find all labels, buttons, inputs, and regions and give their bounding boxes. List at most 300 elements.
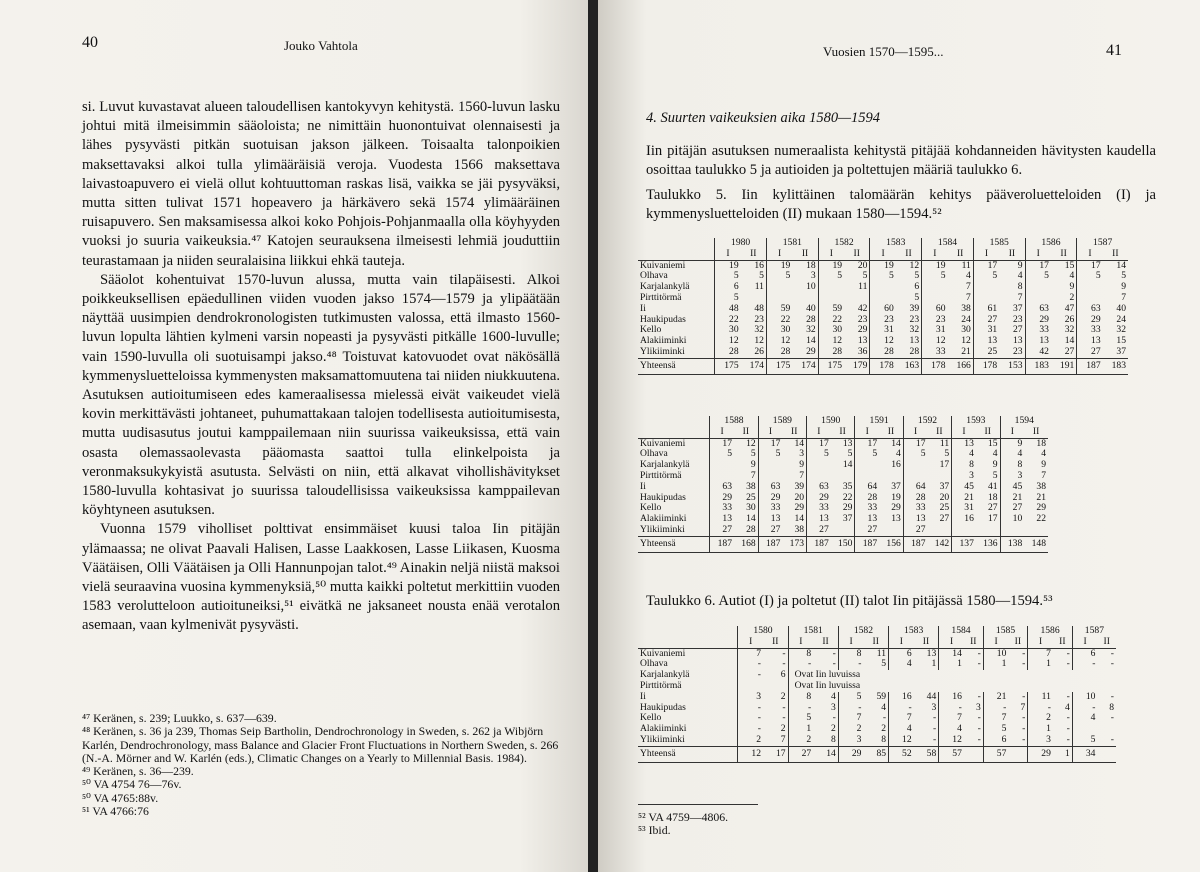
table-cell: 5: [847, 448, 853, 460]
table-cell: 39: [909, 302, 920, 314]
table-cell: 7: [1017, 291, 1023, 303]
total-cell: 174: [741, 358, 767, 374]
table-cell: [758, 460, 782, 471]
table-cell: 17: [903, 438, 927, 449]
table-cell: 29: [806, 345, 816, 357]
village-label: Ylikiiminki: [640, 733, 685, 745]
table-cell: 8: [1109, 701, 1114, 713]
footnote-rule: [638, 804, 758, 805]
table-cell: [831, 525, 855, 536]
table-cell: 2: [881, 723, 887, 735]
table-cell: 48: [754, 302, 764, 314]
table-cell: 5: [758, 449, 782, 460]
column-header-row: [638, 637, 1116, 648]
total-cell: 150: [831, 536, 855, 552]
village-label: Ylikiiminki: [640, 345, 685, 357]
table-cell: 6: [715, 282, 741, 293]
table-cell: 17: [807, 438, 831, 449]
table-cell: 13: [758, 514, 782, 525]
table-cell: -: [1110, 712, 1114, 724]
table-cell: 33: [710, 503, 734, 514]
table-cell: 4: [889, 659, 914, 670]
table-row: [638, 735, 1116, 746]
table-row: [638, 325, 1128, 336]
table-cell: 17: [758, 438, 782, 449]
table-cell: -: [782, 658, 786, 670]
table-cell: 5: [973, 271, 999, 282]
table-cell: 37: [842, 513, 853, 525]
table-cell: 48: [715, 304, 741, 315]
column-header-row: [638, 427, 1048, 438]
running-head: Vuosien 1570—1595...: [823, 44, 944, 59]
table-cell: -: [1022, 733, 1026, 745]
total-cell: 174: [792, 358, 818, 374]
total-cell: 57: [983, 746, 1008, 762]
table-cell: 29: [794, 502, 805, 514]
table-cell: -: [1072, 659, 1097, 670]
right-page: [598, 0, 1200, 872]
table-cell: 13: [842, 437, 853, 449]
village-label: Kuivaniemi: [640, 437, 686, 449]
table-cell: 37: [891, 480, 901, 492]
table-cell: [818, 282, 844, 293]
table-cell: 12: [715, 336, 741, 347]
table-cell: 1: [1028, 724, 1053, 735]
table-cell: 19: [891, 491, 901, 503]
table-cell: 2: [788, 735, 813, 746]
column-header: I: [1028, 637, 1053, 648]
year-header: 1580: [738, 626, 788, 637]
table-cell: 7: [889, 713, 914, 724]
village-label: Ii: [640, 480, 646, 492]
table-cell: 5: [710, 449, 734, 460]
corner-cell: [638, 637, 738, 648]
table-cell: 45: [1000, 482, 1024, 493]
table-cell: 31: [952, 503, 976, 514]
table-cell: 12: [909, 259, 920, 271]
table-cell: 20: [857, 259, 868, 271]
table-cell: 13: [891, 513, 901, 525]
table-cell: 30: [818, 325, 844, 336]
column-header: I: [710, 427, 734, 438]
year-header: 1582: [838, 626, 888, 637]
total-cell: 178: [922, 358, 948, 374]
table-cell: 5: [922, 271, 948, 282]
table-cell: 12: [939, 735, 964, 746]
table-row: [638, 648, 1116, 659]
village-label: Kello: [640, 502, 662, 514]
table-row: [638, 293, 1128, 304]
total-row: [638, 536, 1048, 552]
table-row: [638, 703, 1116, 714]
table-row: [638, 482, 1048, 493]
total-cell: 27: [788, 746, 813, 762]
table-cell: 21: [961, 345, 971, 357]
total-cell: 183: [1103, 358, 1128, 374]
table-cell: 5: [992, 469, 998, 481]
table-cell: 9: [1000, 438, 1024, 449]
column-header: II: [844, 249, 870, 260]
table-cell: 27: [758, 525, 782, 536]
column-header: I: [715, 249, 741, 260]
table-cell: -: [782, 712, 786, 724]
table-cell: 8: [881, 733, 887, 745]
table-row: [638, 724, 1116, 735]
column-header: II: [1103, 249, 1128, 260]
total-cell: 156: [879, 536, 903, 552]
table-cell: 6: [780, 669, 786, 681]
table-cell: 9: [992, 459, 998, 471]
table-cell: 5: [914, 270, 920, 282]
village-label: Karjalankylä: [640, 459, 690, 471]
table-cell: 24: [961, 313, 971, 325]
total-cell: 168: [734, 536, 758, 552]
table-cell: 9: [1069, 281, 1075, 293]
table5-part2: [638, 416, 1048, 553]
total-row: [638, 358, 1128, 374]
table-cell: 26: [1064, 313, 1075, 325]
table-cell: 29: [710, 493, 734, 504]
column-header: II: [999, 249, 1025, 260]
village-label: Ylikiiminki: [640, 523, 685, 535]
table-cell: 27: [973, 315, 999, 326]
village-label: Alakiiminki: [640, 513, 687, 525]
table-cell: 38: [794, 523, 805, 535]
table-cell: 28: [818, 347, 844, 358]
table-cell: 12: [870, 336, 896, 347]
table-cell: 16: [952, 514, 976, 525]
table-cell: 32: [806, 324, 816, 336]
table-cell: -: [1066, 712, 1070, 724]
table-cell: 23: [754, 313, 764, 325]
paragraph: si. Luvut kuvastavat alueen taloudellisen kantokyvyn kehitystä. 1560-luvun lasku johtui mitä ilmeisimmin sääoloista; ne nimittäin huonontuivat olennaisesti ja lähes pysyvästi pitkän suotuisan jakson jälkeen. Toisaalta talonpoikien maksettavaksi alkoi tulla ylimääräisiä veroja. Vuodesta 1566 maksettava laivastoapuvero ei vielä ollut kohtuuttoman raskas lisä, vaikka se jäi pysyväksi, mutta sitten tulivat 1571 hopeavero ja härkävero sekä 1574 ylimääräinen ruisapuvero. Sen maksamisessa alkoi koko Pohjois-Pohjanmaalla olla köyhyyden vuoksi jo suuria vaikeuksia.⁴⁷ Katojen seurauksena ilmeisesti lehmiä jouduttiin teurastamaan ja niiden seuralaisina liikkui ehkä tauteja.: [82, 99, 560, 269]
year-header: 1583: [889, 626, 939, 637]
table-row: [638, 670, 1116, 681]
table-cell: 5: [914, 291, 920, 303]
table-cell: 33: [903, 503, 927, 514]
corner-cell: [638, 249, 715, 260]
table-cell: -: [1110, 733, 1114, 745]
table-cell: -: [1110, 690, 1114, 702]
table-cell: 7: [1020, 701, 1026, 713]
table-cell: 33: [807, 503, 831, 514]
column-header: II: [1051, 249, 1077, 260]
running-head: Jouko Vahtola: [284, 38, 358, 53]
table-cell: 1: [1028, 659, 1053, 670]
table-cell: 11: [858, 281, 868, 293]
table-cell: 60: [870, 304, 896, 315]
table-cell: 27: [987, 502, 998, 514]
table-cell: 7: [838, 713, 863, 724]
table-cell: 26: [754, 345, 764, 357]
table-cell: 5: [862, 270, 868, 282]
table-cell: 3: [975, 701, 981, 713]
year-header: 1593: [952, 416, 1000, 427]
table-cell: 42: [1025, 347, 1051, 358]
table-cell: 22: [1036, 513, 1046, 525]
table-cell: 1: [939, 659, 964, 670]
table-cell: -: [977, 658, 981, 670]
table-cell: 63: [1025, 304, 1051, 315]
table-cell: 25: [746, 491, 756, 503]
table-cell: -: [933, 712, 937, 724]
table-cell: 5: [807, 449, 831, 460]
table-cell: 4: [1065, 701, 1070, 713]
village-label: Pirttitörmä: [640, 291, 682, 303]
table-cell: 13: [1025, 336, 1051, 347]
table-cell: 3: [810, 270, 816, 282]
village-label: Ii: [640, 690, 646, 702]
table-cell: 5: [838, 692, 863, 703]
column-header: II: [831, 427, 855, 438]
table-cell: -: [738, 659, 763, 670]
total-cell: [964, 746, 983, 762]
table-cell: 5: [759, 270, 764, 282]
year-header: 1581: [766, 238, 818, 249]
total-cell: 142: [927, 536, 951, 552]
village-label: Alakiiminki: [640, 723, 687, 735]
total-cell: 29: [838, 746, 863, 762]
table-cell: 4: [1072, 713, 1097, 724]
total-cell: 14: [813, 746, 838, 762]
column-header: I: [1077, 249, 1103, 260]
table-cell: -: [1028, 703, 1053, 714]
table-cell: 3: [1000, 471, 1024, 482]
table-cell: 19: [922, 260, 948, 271]
table-cell: 23: [1012, 345, 1023, 357]
table-cell: 5: [1072, 735, 1097, 746]
corner-cell: [638, 416, 710, 427]
column-header: II: [927, 427, 951, 438]
column-header-row: [638, 249, 1128, 260]
table-cell: 17: [1025, 260, 1051, 271]
table-row: [638, 659, 1116, 670]
table-cell: -: [832, 647, 836, 659]
table-cell: 5: [750, 448, 756, 460]
table-cell: 14: [842, 459, 853, 471]
table-cell: 27: [855, 525, 879, 536]
table-cell: 3: [799, 448, 805, 460]
table6-caption: [646, 592, 1166, 611]
table-cell: 28: [746, 523, 756, 535]
table-row: [638, 271, 1128, 282]
table-cell: 29: [807, 493, 831, 504]
table-cell: 29: [1077, 315, 1103, 326]
village-label: Haukipudas: [640, 313, 686, 325]
table-cell: 24: [1116, 313, 1126, 325]
table-cell: 5: [1121, 270, 1126, 282]
table-cell: 64: [903, 482, 927, 493]
section-title: 4. Suurten vaikeuksien aika 1580—1594: [646, 110, 880, 126]
footnotes: [82, 712, 560, 818]
table-row: [638, 713, 1116, 724]
table-cell: 14: [891, 437, 901, 449]
table-cell: 31: [973, 325, 999, 336]
table-cell: 23: [909, 313, 920, 325]
column-header: II: [741, 249, 767, 260]
table-cell: 11: [1028, 692, 1053, 703]
table-cell: 29: [1025, 315, 1051, 326]
footnotes: [638, 804, 758, 838]
page-number: 40: [82, 34, 98, 51]
table-cell: [1000, 525, 1024, 536]
village-label: Olhava: [640, 658, 668, 670]
table-cell: 27: [807, 525, 831, 536]
table-cell: 14: [746, 513, 756, 525]
year-header: 1587: [1072, 626, 1116, 637]
table-cell: 4: [1000, 449, 1024, 460]
table-row: [638, 438, 1048, 449]
table-cell: 29: [842, 502, 853, 514]
total-cell: 175: [818, 358, 844, 374]
table-cell: 23: [857, 313, 868, 325]
table-cell: 14: [1064, 335, 1075, 347]
table-cell: 4: [966, 270, 971, 282]
table-cell: 27: [1012, 324, 1023, 336]
table-cell: 28: [903, 493, 927, 504]
table-cell: -: [977, 712, 981, 724]
table-cell: 30: [766, 325, 792, 336]
table-cell: 11: [961, 259, 971, 271]
table-cell: 7: [939, 713, 964, 724]
footnote: ⁴⁷ Keränen, s. 239; Luukko, s. 637—639.: [82, 711, 277, 725]
total-cell: 17: [763, 746, 788, 762]
column-header: I: [870, 249, 896, 260]
column-header: I: [758, 427, 782, 438]
village-label: Kuivaniemi: [640, 647, 686, 659]
table-cell: 28: [766, 347, 792, 358]
table-cell: 21: [952, 493, 976, 504]
table-cell: 10: [1072, 692, 1097, 703]
table-cell: 47: [1064, 302, 1075, 314]
total-cell: 187: [758, 536, 782, 552]
table-cell: -: [983, 703, 1008, 714]
table-cell: 13: [710, 514, 734, 525]
footnote: ⁴⁹ Keränen, s. 36—239.: [82, 764, 194, 779]
table-cell: 10: [806, 281, 816, 293]
footnote: ⁵³ Ibid.: [638, 823, 671, 838]
table-cell: 32: [909, 324, 920, 336]
total-cell: 57: [939, 746, 964, 762]
year-header: 1581: [788, 626, 838, 637]
column-header: I: [952, 427, 976, 438]
table-cell: 7: [1028, 648, 1053, 659]
total-label: Yhteensä: [638, 536, 710, 552]
column-header: I: [922, 249, 948, 260]
table-cell: 17: [855, 438, 879, 449]
total-cell: 58: [914, 746, 939, 762]
table-cell: 5: [766, 271, 792, 282]
table-cell: 3: [931, 701, 937, 713]
table-cell: 45: [952, 482, 976, 493]
table-cell: [855, 460, 879, 471]
table-cell: 4: [952, 449, 976, 460]
column-header: I: [855, 427, 879, 438]
table-cell: 7: [780, 733, 786, 745]
table-cell: 21: [983, 692, 1008, 703]
table-cell: 17: [987, 513, 998, 525]
table-row: [638, 282, 1128, 293]
table-cell: 25: [973, 347, 999, 358]
table-cell: 19: [766, 260, 792, 271]
column-header: I: [889, 637, 914, 648]
table-cell: 14: [806, 335, 816, 347]
table-cell: 16: [891, 459, 901, 471]
year-header: 1586: [1028, 626, 1073, 637]
table-cell: 22: [842, 491, 853, 503]
table-cell: [870, 282, 896, 293]
table-cell: 21: [1036, 491, 1046, 503]
year-header: 1583: [870, 238, 922, 249]
left-page: [0, 0, 590, 872]
column-header: I: [1025, 249, 1051, 260]
column-header: I: [1072, 637, 1097, 648]
table-cell: 16: [754, 259, 764, 271]
table-cell: 11: [939, 437, 950, 449]
year-header: 1594: [1000, 416, 1048, 427]
table-cell: 8: [1000, 460, 1024, 471]
table-cell: 9: [1041, 459, 1046, 471]
table-cell: 4: [939, 724, 964, 735]
year-header: 1590: [807, 416, 855, 427]
village-label: Ii: [640, 302, 646, 314]
table-cell: 14: [939, 648, 964, 659]
table-cell: -: [738, 703, 763, 714]
table-row: [638, 347, 1128, 358]
column-header: II: [792, 249, 818, 260]
table-cell: 9: [750, 459, 756, 471]
table-cell: -: [782, 701, 786, 713]
table-cell: 6: [889, 648, 914, 659]
table-cell: 40: [1116, 302, 1126, 314]
table-cell: 6: [1072, 648, 1097, 659]
table-cell: 38: [961, 302, 971, 314]
total-cell: 12: [738, 746, 763, 762]
footnote: ⁵⁰ VA 4765:88v.: [82, 790, 159, 805]
table-cell: -: [1022, 723, 1026, 735]
table5-caption: [646, 186, 1156, 224]
table-cell: 4: [992, 448, 998, 460]
table-cell: 31: [870, 325, 896, 336]
paragraph: Vuonna 1579 viholliset polttivat ensimmäiset kuusi taloa Iin pitäjän ylämaassa; ne olivat Paavali Halisen, Lasse Laakkosen, Lasse Liikasen, Kuosma Väätäisen, Olli Väätäisen ja Olli Hannunpojan talot.⁴⁹ Ainakin neljä niistä maksoi vielä seuraavina vuosina kymmenyksiä,⁵⁰ mutta kaikki poltetut merkittiin vuoden 1583 verolutteloon autioituneiksi,⁵¹ eivätkä ne jaksaneet nousta enää verotalon asemaan, vaan kylmenivät pysyvästi.: [82, 521, 560, 634]
table-cell: 4: [1017, 270, 1023, 282]
total-cell: 187: [807, 536, 831, 552]
village-label: Haukipudas: [640, 701, 686, 713]
table-cell: 19: [818, 260, 844, 271]
table-cell: 27: [1064, 345, 1075, 357]
table-cell: 6: [983, 735, 1008, 746]
table-cell: -: [738, 724, 763, 735]
total-cell: 29: [1028, 746, 1053, 762]
table-row: [638, 525, 1048, 536]
table-cell: 2: [738, 735, 763, 746]
table-cell: 30: [746, 502, 756, 514]
table-cell: 11: [754, 281, 764, 293]
page-number: 41: [1106, 42, 1122, 59]
corner-cell: [638, 626, 738, 637]
village-label: Karjalankylä: [640, 281, 690, 293]
table-cell: 21: [1000, 493, 1024, 504]
table-cell: 4: [1041, 448, 1046, 460]
total-cell: 1: [1053, 746, 1072, 762]
table-cell: 7: [1121, 291, 1126, 303]
total-cell: 179: [844, 358, 870, 374]
table-cell: 29: [1036, 502, 1046, 514]
table-cell: 42: [857, 302, 868, 314]
table-cell: 44: [926, 690, 937, 702]
table-cell: [952, 525, 976, 536]
column-header: II: [863, 637, 888, 648]
